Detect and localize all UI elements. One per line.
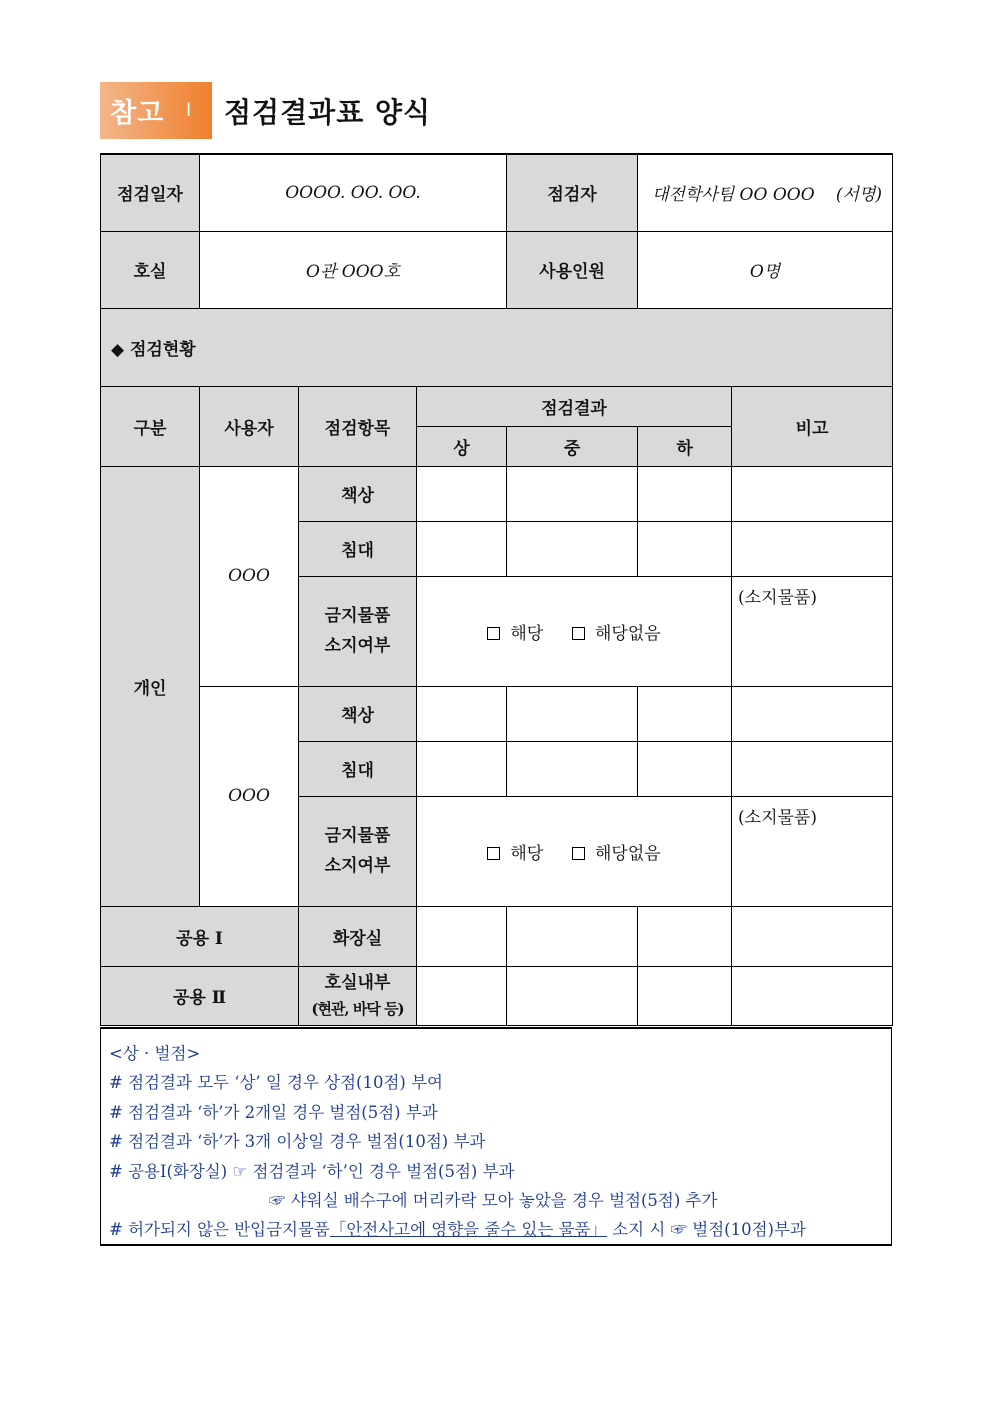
inspector-value: 대전학사팀 OO OOO <box>652 185 815 206</box>
contraband-label-line1: 금지물품 <box>324 606 391 626</box>
col-user: 사용자 <box>200 386 299 466</box>
item-contraband <box>299 576 417 686</box>
rule-line-6-suffix: 소지 시 ☞ 벌점(10점)부과 <box>606 1220 806 1240</box>
checkbox-not-applicable[interactable] <box>572 847 585 860</box>
rules-heading: <상 · 벌점> <box>109 1044 201 1063</box>
category-personal: 개인 <box>101 466 200 906</box>
contraband-remark[interactable]: (소지물품) <box>732 576 893 686</box>
checkbox-applicable[interactable] <box>487 847 500 860</box>
desk-low-cell[interactable] <box>638 686 732 741</box>
col-result: 점검결과 <box>417 386 732 426</box>
check-not-applicable-label: 해당없음 <box>595 843 661 864</box>
contraband-label-line1: 금지물품 <box>324 826 391 846</box>
col-remark: 비고 <box>732 386 893 466</box>
user-1[interactable]: OOO <box>200 466 299 686</box>
page-title: 점검결과표 양식 <box>224 95 432 129</box>
restroom-remark-cell[interactable] <box>732 906 893 966</box>
bed-mid-cell[interactable] <box>507 741 638 796</box>
room-label: 호실 <box>101 231 200 308</box>
bed-low-cell[interactable] <box>638 741 732 796</box>
badge-label: 참고 <box>110 98 165 129</box>
checkbox-applicable[interactable] <box>487 627 500 640</box>
desk-mid-cell[interactable] <box>507 466 638 521</box>
date-label: 점검일자 <box>101 154 200 231</box>
contraband-remark[interactable]: (소지물품) <box>732 796 893 906</box>
bed-high-cell[interactable] <box>417 741 507 796</box>
col-low: 하 <box>638 426 732 466</box>
scoring-rules-box <box>100 1027 892 1246</box>
rule-line-4: # 공용Ⅰ(화장실) ☞ 점검결과 ‘하’인 경우 벌점(5점) 부과 <box>109 1161 515 1181</box>
col-high: 상 <box>417 426 507 466</box>
badge-separator: l <box>186 100 192 121</box>
reference-badge <box>100 82 212 139</box>
rule-line-6-prefix: # 허가되지 않은 반입금지물품 <box>109 1220 330 1240</box>
restroom-mid-cell[interactable] <box>507 906 638 966</box>
interior-high-cell[interactable] <box>417 966 507 1025</box>
bed-remark-cell[interactable] <box>732 741 893 796</box>
rule-line-2: # 점검결과 ‘하’가 2개일 경우 벌점(5점) 부과 <box>109 1102 438 1122</box>
contraband-check-cell <box>417 796 732 906</box>
item-bed: 침대 <box>299 521 417 576</box>
item-contraband <box>299 796 417 906</box>
rule-line-6 <box>109 1215 883 1244</box>
desk-mid-cell[interactable] <box>507 686 638 741</box>
page-header <box>100 82 431 139</box>
col-item: 점검항목 <box>299 386 417 466</box>
signature-label: (서명) <box>835 185 883 206</box>
room-value[interactable]: O관 OOO호 <box>200 231 507 308</box>
restroom-high-cell[interactable] <box>417 906 507 966</box>
check-applicable-label: 해당 <box>510 623 544 644</box>
room-interior-line2: (현관, 바닥 등) <box>311 999 404 1018</box>
desk-remark-cell[interactable] <box>732 686 893 741</box>
category-common-1: 공용 Ⅰ <box>101 906 299 966</box>
contraband-label-line2: 소지여부 <box>324 636 391 656</box>
room-interior-line1: 호실내부 <box>324 972 391 993</box>
desk-remark-cell[interactable] <box>732 466 893 521</box>
inspector-label: 점검자 <box>507 154 638 231</box>
col-category: 구분 <box>101 386 200 466</box>
desk-high-cell[interactable] <box>417 466 507 521</box>
item-room-interior <box>299 966 417 1025</box>
bed-mid-cell[interactable] <box>507 521 638 576</box>
desk-low-cell[interactable] <box>638 466 732 521</box>
rule-line-1: # 점검결과 모두 ‘상’ 일 경우 상점(10점) 부여 <box>109 1073 443 1093</box>
check-applicable-label: 해당 <box>510 843 544 864</box>
users-value[interactable]: O명 <box>638 231 893 308</box>
rule-line-3: # 점검결과 ‘하’가 3개 이상일 경우 벌점(10점) 부과 <box>109 1132 486 1152</box>
section-title: ◆ 점검현황 <box>101 308 893 386</box>
item-restroom: 화장실 <box>299 906 417 966</box>
check-not-applicable-label: 해당없음 <box>595 623 661 644</box>
checkbox-not-applicable[interactable] <box>572 627 585 640</box>
item-desk: 책상 <box>299 686 417 741</box>
inspection-form-table <box>100 153 893 1026</box>
restroom-low-cell[interactable] <box>638 906 732 966</box>
contraband-check-cell <box>417 576 732 686</box>
inspector-cell[interactable] <box>638 154 893 231</box>
col-mid: 중 <box>507 426 638 466</box>
contraband-label-line2: 소지여부 <box>324 856 391 876</box>
bed-high-cell[interactable] <box>417 521 507 576</box>
interior-remark-cell[interactable] <box>732 966 893 1025</box>
users-label: 사용인원 <box>507 231 638 308</box>
date-value[interactable]: OOOO. OO. OO. <box>200 154 507 231</box>
category-common-2: 공용 Ⅱ <box>101 966 299 1025</box>
rule-line-5: ☞ 샤워실 배수구에 머리카락 모아 놓았을 경우 벌점(5점) 추가 <box>269 1190 718 1210</box>
desk-high-cell[interactable] <box>417 686 507 741</box>
rule-line-6-underlined: 「안전사고에 영향을 줄수 있는 물품」 <box>329 1220 607 1240</box>
bed-low-cell[interactable] <box>638 521 732 576</box>
bed-remark-cell[interactable] <box>732 521 893 576</box>
item-desk: 책상 <box>299 466 417 521</box>
interior-low-cell[interactable] <box>638 966 732 1025</box>
item-bed: 침대 <box>299 741 417 796</box>
user-2[interactable]: OOO <box>200 686 299 906</box>
interior-mid-cell[interactable] <box>507 966 638 1025</box>
